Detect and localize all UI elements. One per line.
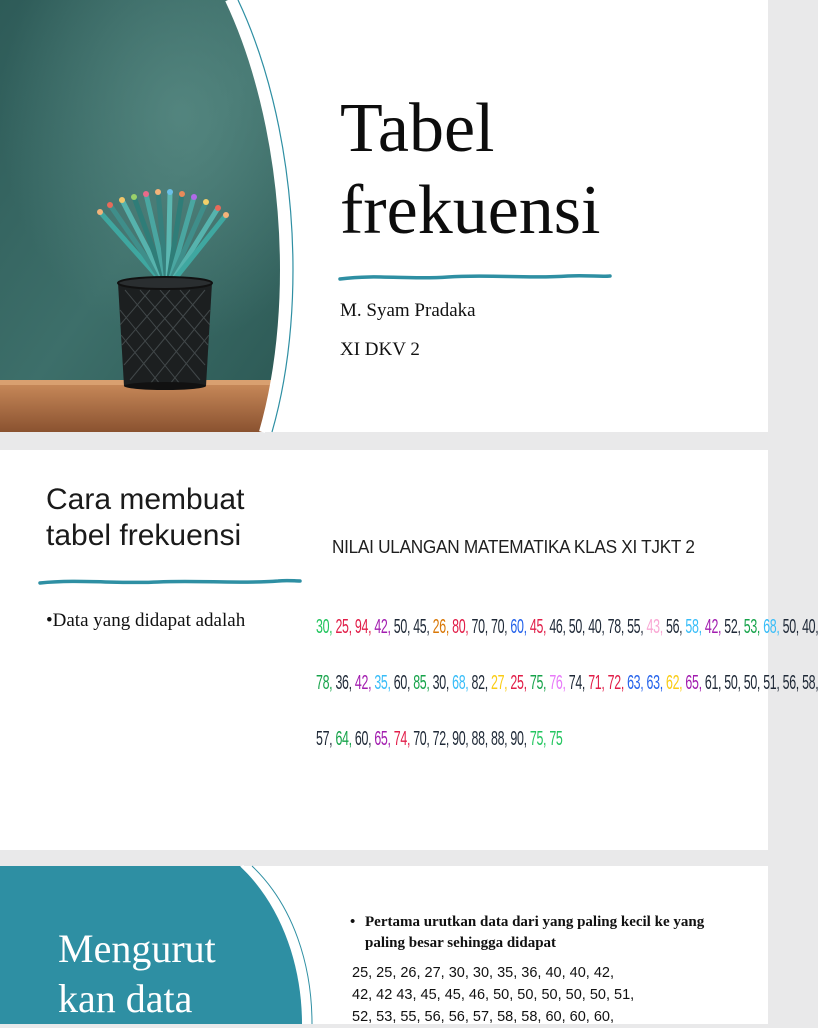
data-value: 64, [332,728,352,750]
heading-line-2: kan data [58,976,193,1021]
data-value: 94, [351,616,372,638]
data-value: 43, [643,616,663,638]
data-value: 25, [332,616,352,638]
data-value: 60, [351,728,372,750]
data-value: 60, [390,672,411,694]
data-image [304,512,818,822]
slide-title-heading [340,88,600,252]
data-value: 40, [585,616,605,638]
data-value: 61, [701,672,722,694]
data-line [316,728,562,751]
data-value: 42, [351,672,372,694]
data-value: 26, [429,616,449,638]
title-line-2: frekuensi [340,172,601,249]
heading-line-1: Mengurut [58,926,216,971]
classroom-photo [0,0,300,432]
sorted-line: 52, 53, 55, 56, 56, 57, 58, 58, 60, 60, 60, [352,1009,615,1025]
data-value: 90, [448,728,469,750]
data-value: 60, [507,616,527,638]
slide-title [0,0,768,432]
data-value: 45, [410,616,430,638]
data-value: 42, [701,616,722,638]
data-value: 50, [390,616,411,638]
data-value: 72, [604,672,624,694]
data-value: 52, [721,616,741,638]
author-name: M. Syam Pradaka [340,300,476,321]
slide-heading [46,482,244,554]
data-value: 42, [371,616,391,638]
data-value: 40, [798,616,818,638]
bullet-dot-icon: • [350,914,356,930]
data-value: 57, [316,728,333,750]
data-value: 25, [507,672,527,694]
data-value: 65, [682,672,702,694]
data-value: 71, [585,672,605,694]
heading-line-1: Cara membuat [46,483,245,516]
data-value: 70, [468,616,488,638]
data-value: 82, [468,672,488,694]
data-value: 30, [316,616,333,638]
data-value: 56, [662,616,683,638]
data-line [316,672,818,695]
data-value: 72, [429,728,449,750]
sorted-line: 42, 42 43, 45, 45, 46, 50, 50, 50, 50, 50, 51, [352,987,635,1003]
sorted-data [352,962,752,1028]
data-value: 46, [546,616,566,638]
data-value: 75, [526,672,547,694]
data-value: 35, [371,672,391,694]
heading-line-2: tabel frekuensi [46,519,242,552]
data-value: 76, [546,672,566,694]
data-value: 68, [760,616,780,638]
data-value: 27, [487,672,508,694]
data-value: 56, [779,672,799,694]
data-heading: NILAI ULANGAN MATEMATIKA KLAS XI TJKT 2 [332,536,695,557]
bullet-text: Pertama urutkan data dari yang paling kecil ke yang paling besar sehingga didapat [365,914,705,951]
data-value: 45, [526,616,547,638]
data-value: 75 [546,728,563,750]
bullet-text: •Data yang didapat adalah [46,610,246,631]
data-value: 51, [760,672,780,694]
data-value: 65, [371,728,391,750]
slide-heading [58,924,216,1024]
data-value: 50, [740,672,761,694]
sorted-line: 25, 25, 26, 27, 30, 30, 35, 36, 40, 40, 42, [352,965,615,981]
data-value: 53, [740,616,761,638]
wavy-divider [338,270,612,284]
title-line-1: Tabel [340,90,495,167]
bullet-item [350,912,730,954]
data-value: 63, [643,672,663,694]
wavy-divider [38,576,302,588]
data-value: 80, [448,616,469,638]
data-value: 74, [390,728,411,750]
data-value: 74, [565,672,586,694]
data-value: 90, [507,728,527,750]
data-value: 36, [332,672,352,694]
data-value: 85, [410,672,430,694]
data-value: 55, [623,616,644,638]
data-value: 30, [429,672,449,694]
slide-sort-data [0,866,768,1024]
data-value: 63, [623,672,644,694]
data-value: 50, [721,672,741,694]
data-value: 70, [410,728,430,750]
data-value: 68, [448,672,469,694]
data-value: 88, [487,728,508,750]
data-value: 75, [526,728,547,750]
data-value: 58, [798,672,818,694]
class-name: XI DKV 2 [340,339,420,360]
data-value: 78, [316,672,333,694]
data-value: 62, [662,672,683,694]
slide-how-to [0,450,818,850]
data-value: 88, [468,728,488,750]
data-line [316,616,818,639]
data-value: 50, [565,616,586,638]
data-value: 50, [779,616,799,638]
data-value: 78, [604,616,624,638]
data-value: 58, [682,616,702,638]
data-value: 70, [487,616,508,638]
